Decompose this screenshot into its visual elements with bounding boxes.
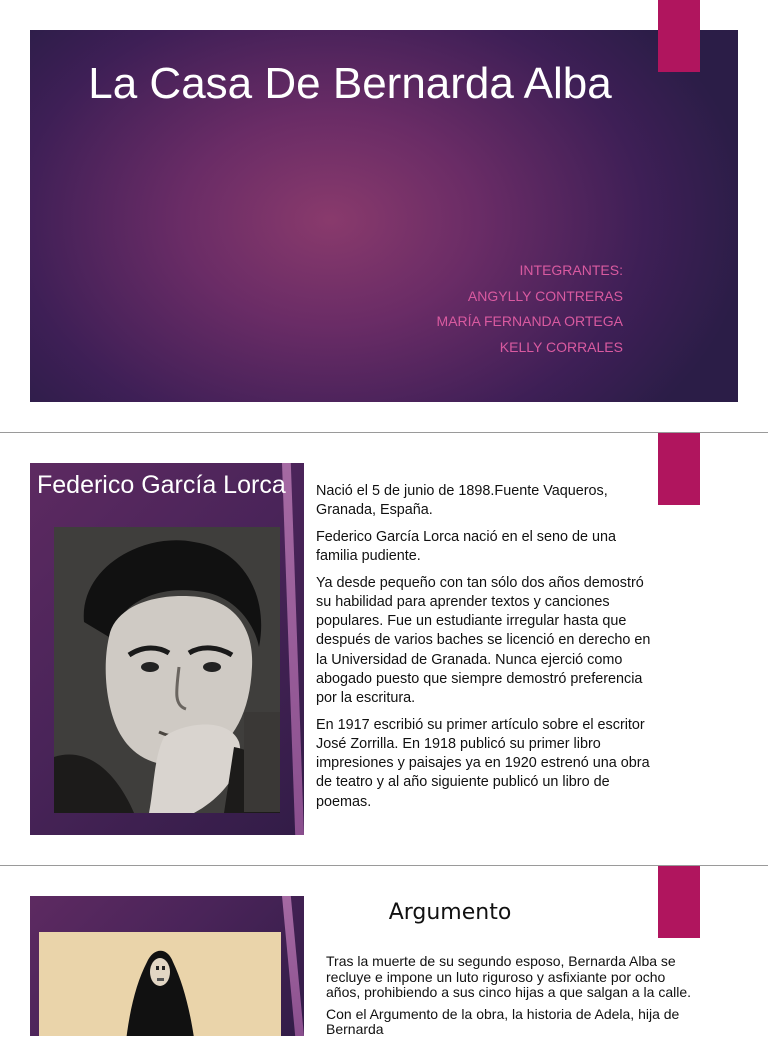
accent-tab: [658, 433, 700, 505]
section-title: Argumento: [388, 900, 512, 925]
member-name: ANGYLLY CONTRERAS: [467, 287, 623, 304]
plot-panel: [30, 896, 304, 1036]
title-slide: [0, 0, 768, 430]
biography-text: [316, 482, 661, 819]
bernarda-poster-icon: [39, 932, 281, 1036]
plot-paragraph: Con el Argumento de la obra, la historia de Adela, hija de Bernarda: [326, 1005, 680, 1037]
member-name: KELLY CORRALES: [499, 338, 623, 355]
panel-stripe: [282, 896, 304, 1036]
bio-paragraph: En 1917 escribió su primer artículo sobre el escritor José Zorrilla. En 1918 publicó su primer libro impresiones y paisajes ya en 1920 estrenó una obra de teatro y al año siguiente publicó un libro de poemas.: [316, 716, 650, 810]
biography-slide: [0, 433, 768, 865]
author-name-heading: Federico García Lorca: [37, 471, 286, 499]
members-list: [437, 258, 623, 360]
portrait-photo-icon: [54, 527, 280, 813]
bio-paragraph: Federico García Lorca nació en el seno de una familia pudiente.: [316, 528, 616, 565]
plot-text: [326, 954, 698, 1044]
plot-slide: [0, 866, 768, 1037]
panel-stripe: [282, 463, 304, 835]
bio-paragraph: Nació el 5 de junio de 1898.Fuente Vaqueros, Granada, España.: [316, 483, 608, 519]
plot-paragraph: Tras la muerte de su segundo esposo, Bernarda Alba se recluye e impone un luto riguroso y asfixiante por ocho años, prohibiendo a sus cinco hijas a que salgan a la calle.: [326, 953, 692, 1000]
accent-tab: [658, 0, 700, 72]
author-panel: [30, 463, 304, 835]
presentation-title: La Casa De Bernarda Alba: [88, 59, 612, 108]
accent-tab: [658, 866, 700, 938]
member-name: MARÍA FERNANDA ORTEGA: [436, 313, 623, 329]
members-heading: INTEGRANTES:: [519, 262, 623, 278]
bio-paragraph: Ya desde pequeño con tan sólo dos años demostró su habilidad para aprender textos y canciones populares. Fue un estudiante irregular hasta que después de varios baches se licenció en derecho en la Universidad de Granada. Nunca ejerció como abogado puesto que siempre demostró preferencia por la escritura.: [316, 574, 651, 707]
